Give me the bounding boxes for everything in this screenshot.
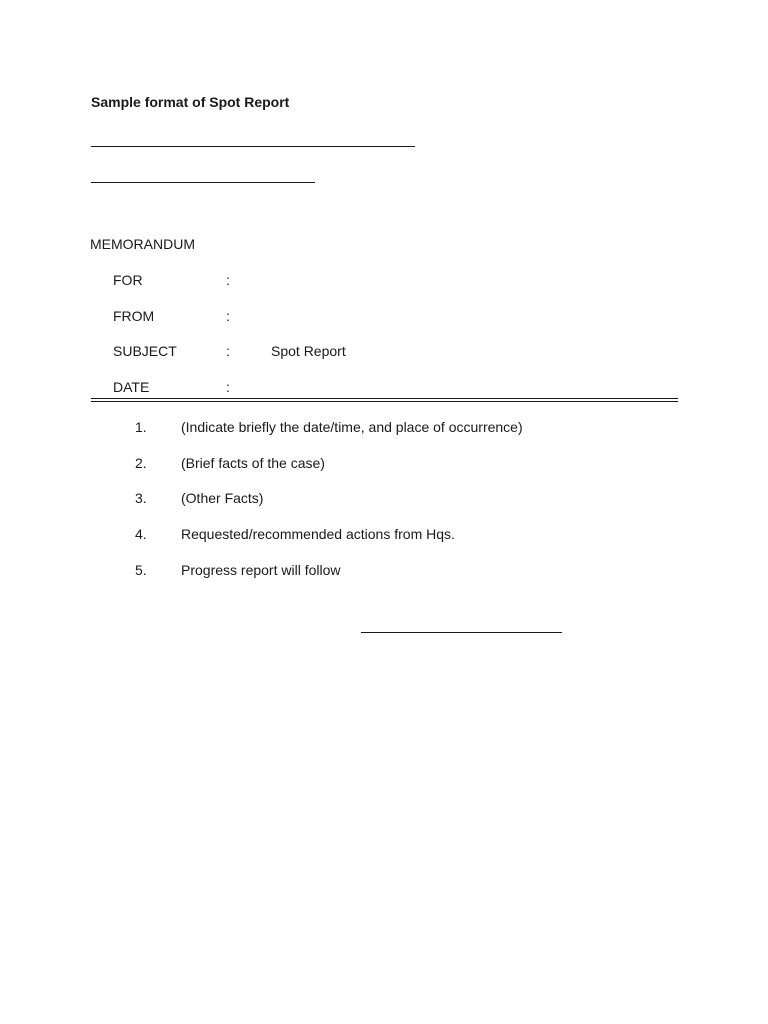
header-label-subject: SUBJECT (113, 343, 177, 359)
list-item-number: 2. (135, 455, 147, 471)
document-title: Sample format of Spot Report (91, 94, 290, 110)
list-item-text: (Other Facts) (181, 490, 264, 506)
header-colon: : (226, 308, 230, 324)
list-item-number: 4. (135, 526, 147, 542)
header-colon: : (226, 272, 230, 288)
blank-line (91, 146, 415, 147)
header-divider (91, 398, 678, 402)
header-value-subject: Spot Report (271, 343, 346, 359)
list-item-text: (Indicate briefly the date/time, and place of occurrence) (181, 419, 523, 435)
header-label-from: FROM (113, 308, 155, 324)
list-item-text: (Brief facts of the case) (181, 455, 325, 471)
header-label-date: DATE (113, 379, 150, 395)
list-item-number: 1. (135, 419, 147, 435)
header-colon: : (226, 379, 230, 395)
list-item-number: 3. (135, 490, 147, 506)
list-item-number: 5. (135, 562, 147, 578)
list-item-text: Requested/recommended actions from Hqs. (181, 526, 455, 542)
memo-heading: MEMORANDUM (90, 236, 195, 252)
signature-line (361, 632, 562, 633)
header-colon: : (226, 343, 230, 359)
header-label-for: FOR (113, 272, 143, 288)
blank-line (91, 182, 315, 183)
list-item-text: Progress report will follow (181, 562, 341, 578)
